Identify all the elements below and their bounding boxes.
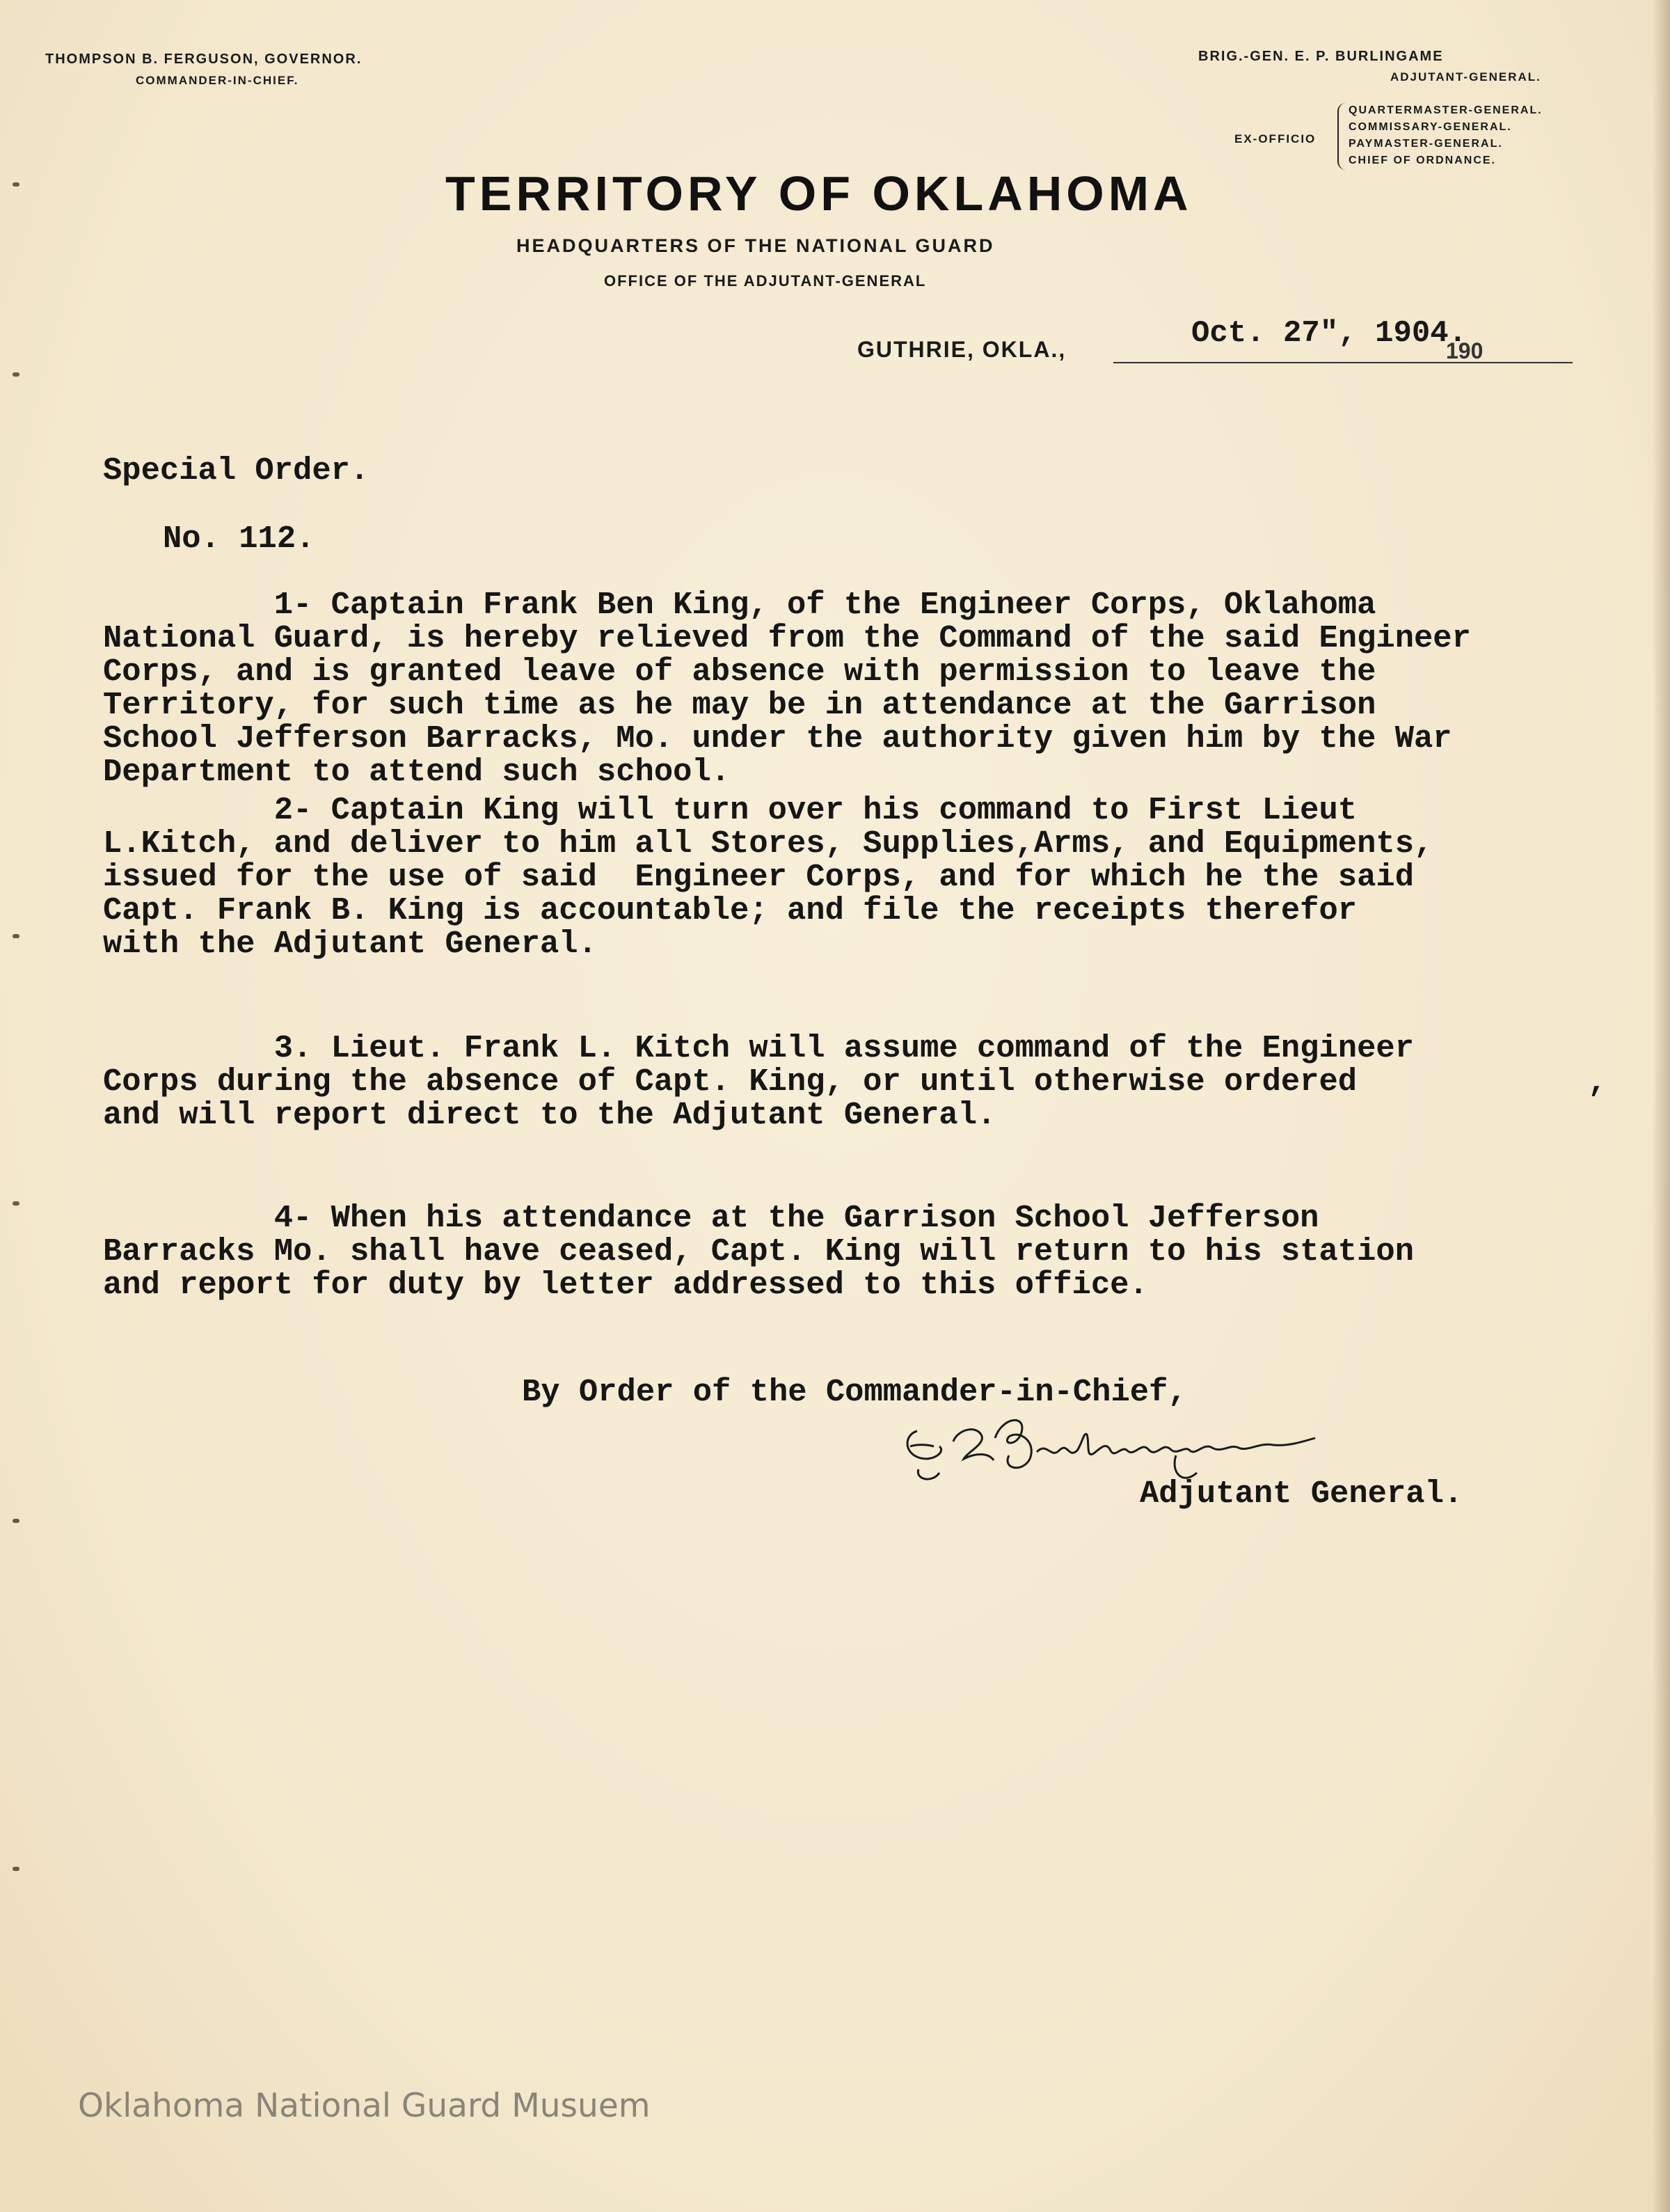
order-number: No. 112. (163, 521, 315, 557)
ex-officio-label: EX-OFFICIO (1234, 132, 1317, 145)
ex-officio-role: QUARTERMASTER-GENERAL. (1349, 104, 1543, 116)
headquarters-line: HEADQUARTERS OF THE NATIONAL GUARD (516, 235, 995, 256)
punch-mark (13, 1867, 19, 1871)
order-paragraph-2: 2- Captain King will turn over his command to First Lieut L.Kitch, and deliver to him all Stores, Supplies,Arms, and Equipments, issued for the use of said Engineer Corps, and for which he the said Capt. Frank B. King is accountable; and file the receipts therefor with the Adjutant General. (103, 792, 1433, 962)
punch-mark (13, 934, 19, 938)
adjutant-name: BRIG.-GEN. E. P. BURLINGAME (1198, 49, 1444, 64)
order-paragraph-4: 4- When his attendance at the Garrison School Jefferson Barracks Mo. shall have ceased, Capt. King will return to his station and report for duty by letter addressed to this office. (103, 1200, 1415, 1303)
stray-comma: , (1588, 1065, 1607, 1100)
ex-officio-roles (1349, 102, 1543, 169)
ex-officio-role: CHIEF OF ORDNANCE. (1349, 155, 1496, 166)
signer-title: Adjutant General. (1140, 1476, 1463, 1512)
punch-mark (13, 182, 19, 187)
punch-mark (13, 1201, 19, 1206)
order-paragraph-1: 1- Captain Frank Ben King, of the Engineer Corps, Oklahoma National Guard, is hereby relieved from the Command of the said Engineer Corps, and is granted leave of absence with permission to leave the Territory, for such time as he may be in attendance at the Garrison School Jefferson Barracks, Mo. under the authority given him by the War Department to attend such school. (103, 587, 1471, 790)
page-edge-shadow (1652, 0, 1670, 2212)
dateline-place: GUTHRIE, OKLA., (857, 337, 1067, 362)
museum-watermark: Oklahoma National Guard Musuem (78, 2087, 651, 2125)
ex-officio-role: PAYMASTER-GENERAL. (1349, 138, 1503, 150)
letterhead-title (445, 166, 1193, 221)
printed-year: 190 (1446, 338, 1484, 363)
typed-date: Oct. 27", 1904. (1191, 316, 1468, 351)
ex-officio-role: COMMISSARY-GENERAL. (1349, 121, 1512, 133)
order-paragraph-3: 3. Lieut. Frank L. Kitch will assume command of the Engineer Corps during the absence of Capt. King, or until otherwise ordered and will report direct to the Adjutant General. (103, 1030, 1415, 1133)
governor-title: COMMANDER-IN-CHIEF. (136, 74, 299, 87)
closing-line: By Order of the Commander-in-Chief, (522, 1374, 1187, 1410)
dateline-rule (1113, 362, 1573, 363)
ex-officio-brace (1337, 103, 1349, 170)
adjutant-title: ADJUTANT-GENERAL. (1390, 70, 1541, 84)
punch-mark (13, 1519, 19, 1523)
governor-name: THOMPSON B. FERGUSON, GOVERNOR. (45, 52, 363, 67)
punch-mark (13, 372, 19, 377)
title-oklahoma: OKLAHOMA (872, 166, 1193, 221)
office-line: OFFICE OF THE ADJUTANT-GENERAL (604, 272, 927, 290)
order-title: Special Order. (103, 452, 369, 489)
title-territory: TERRITORY OF (445, 166, 873, 221)
